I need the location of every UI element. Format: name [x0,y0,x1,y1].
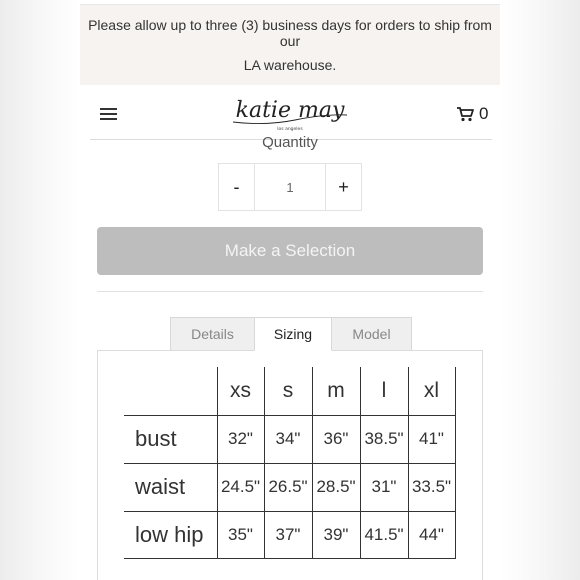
table-cell: 31" [371,477,397,496]
logo-wordmark: katie may [235,98,345,123]
hamburger-icon[interactable] [100,107,118,121]
grid-line [360,367,361,559]
brand-logo[interactable] [225,93,355,133]
table-cell: 33.5" [411,477,452,496]
table-cell: 32" [228,429,253,448]
size-header-xs: xs [230,379,251,402]
grid-line [312,367,313,559]
announcement-line-2: LA warehouse. [243,57,337,73]
table-cell: 28.5" [316,477,356,496]
grid-line [217,367,218,559]
table-cell: 37" [275,525,301,544]
size-header-m: m [327,379,345,402]
table-cell: 41" [419,429,444,448]
cart-button[interactable] [456,103,494,125]
table-cell: 35" [228,525,253,544]
quantity-stepper [218,163,362,211]
table-cell: 26.5" [268,477,308,496]
product-tabs [170,317,412,351]
tab-sizing[interactable]: Sizing [254,317,332,351]
table-cell: 36" [323,429,349,448]
hamburger-bar [100,118,117,120]
row-label-bust: bust [135,426,177,451]
table-cell: 34" [275,429,301,448]
grid-line [124,511,456,512]
size-header-l: l [381,379,387,402]
table-cell: 24.5" [220,477,261,496]
tab-model[interactable]: Model [331,317,412,351]
quantity-input[interactable] [256,164,324,210]
table-cell: 39" [323,525,349,544]
table-cell: 44" [419,525,444,544]
quantity-increase-button[interactable]: + [325,164,361,210]
size-header-s: s [282,379,294,402]
cart-count: 0 [479,104,489,123]
grid-line [455,367,456,559]
grid-line [264,367,265,559]
row-label-waist: waist [135,474,186,499]
section-divider [97,291,483,292]
grid-line [408,367,409,559]
sizing-panel [97,350,483,580]
cart-icon [456,106,474,122]
announcement-bar [80,5,500,85]
hamburger-bar [100,108,117,110]
tab-details[interactable]: Details [170,317,255,351]
grid-line [124,415,456,416]
site-header [80,85,500,140]
phone-frame [80,0,500,580]
grid-line [124,558,456,559]
hamburger-bar [100,113,117,115]
quantity-decrease-button[interactable]: - [219,164,255,210]
announcement-line-1: Please allow up to three (3) business days for orders to ship from our [88,17,492,49]
table-cell: 38.5" [364,429,404,448]
grid-line [124,463,456,464]
make-selection-button[interactable]: Make a Selection [97,227,483,275]
size-header-xl: xl [423,379,440,402]
row-label-low-hip: low hip [135,522,204,547]
size-chart-table [124,367,456,559]
logo-subtext: los angeles [277,127,303,132]
quantity-label: Quantity [262,134,318,151]
table-cell: 41.5" [364,525,404,544]
